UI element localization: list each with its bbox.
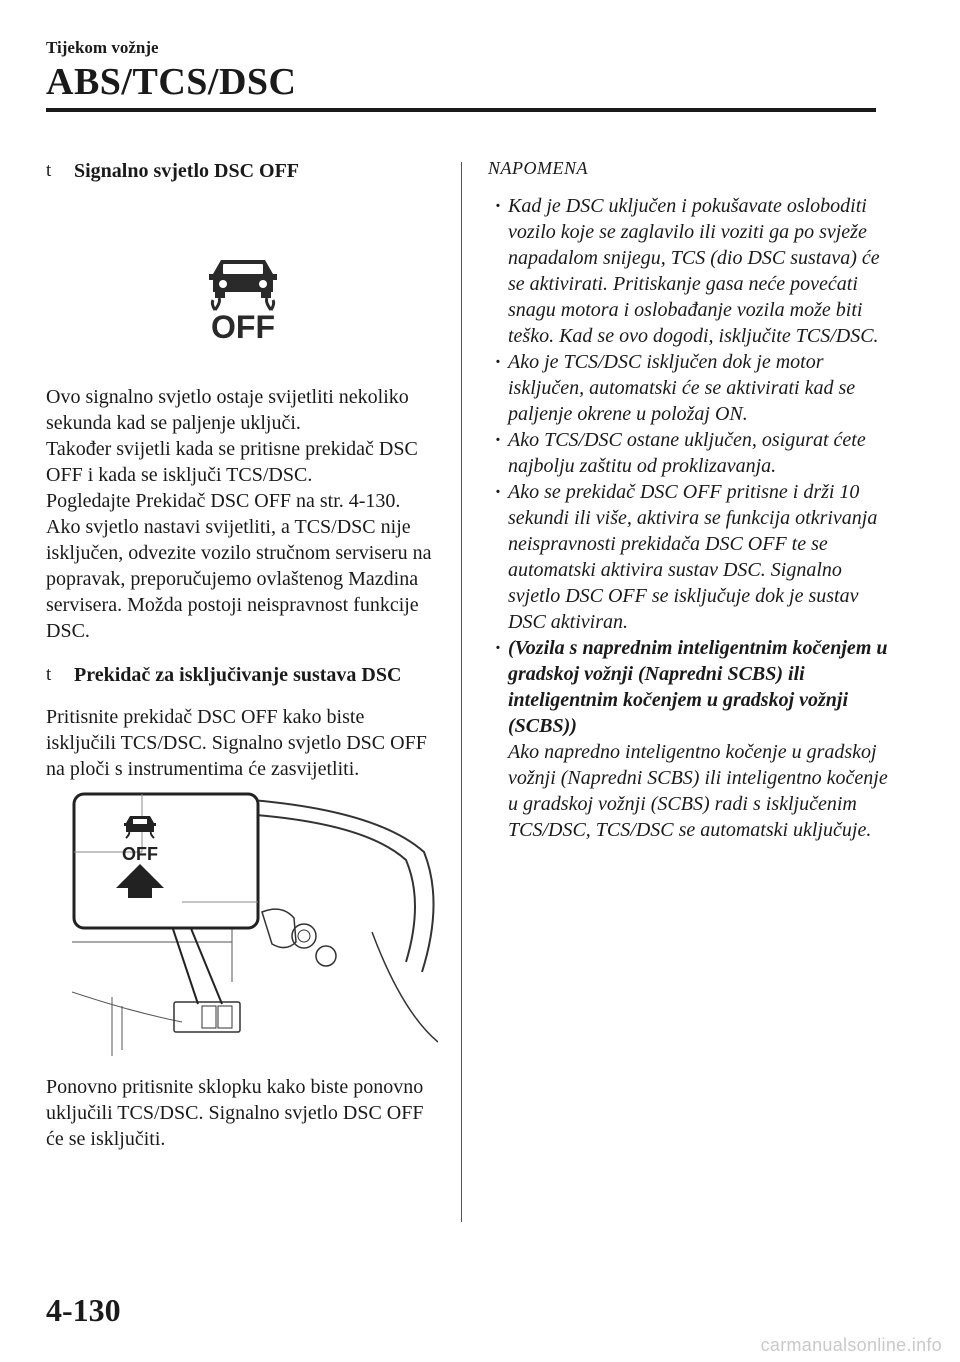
dsc-light-paragraph-1: Ovo signalno svjetlo ostaje svijetliti nekoliko sekunda kad se paljenje uključi. <box>46 386 409 434</box>
left-column <box>46 158 438 1152</box>
dsc-light-paragraph-3: Pogledajte Prekidač DSC OFF na str. 4-130. <box>46 490 401 512</box>
note-item <box>488 349 888 427</box>
dashboard-switch-illustration <box>72 792 438 1056</box>
dsc-switch-paragraph-2: Ponovno pritisnite sklopku kako biste ponovno uključili TCS/DSC. Signalno svjetlo DSC OFF će se isključiti. <box>46 1076 424 1150</box>
bullet-icon: · <box>494 429 502 451</box>
header-rule <box>46 108 876 112</box>
note-text <box>508 635 888 843</box>
dsc-light-paragraph-4: Ako svjetlo nastavi svijetliti, a TCS/DSC nije isključen, odvezite vozilo stručnom serviseru na popravak, preporučujemo ovlaštenog Mazdina servisera. Možda postoji neispravnost funkcije DSC. <box>46 516 432 642</box>
note-item <box>488 427 888 479</box>
note-text: Ako TCS/DSC ostane uključen, osigurat ćete najbolju zaštitu od proklizavanja. <box>508 429 866 477</box>
note-list <box>488 193 888 843</box>
dsc-off-warning-light-icon <box>193 248 293 340</box>
section-marker: t <box>46 664 52 685</box>
section-heading-dsc-switch <box>46 662 438 688</box>
section-label: Tijekom vožnje <box>46 38 159 57</box>
column-divider <box>461 162 462 1222</box>
watermark: carmanualsonline.info <box>760 1335 942 1355</box>
dsc-switch-paragraph-1: Pritisnite prekidač DSC OFF kako biste isključili TCS/DSC. Signalno svjetlo DSC OFF na ploči s instrumentima će zasvijetliti. <box>46 706 427 780</box>
note-text: Ako se prekidač DSC OFF pritisne i drži 10 sekundi ili više, aktivira se funkcija otkrivanja neispravnosti prekidača DSC OFF te se automatski aktivira sustav DSC. Signalno svjetlo DSC OFF se isključuje dok je sustav DSC aktiviran. <box>508 481 878 633</box>
bullet-icon: · <box>494 195 502 217</box>
bullet-icon: · <box>494 351 502 373</box>
page-title: ABS/TCS/DSC <box>46 61 297 103</box>
section-title: Prekidač za isključivanje sustava DSC <box>74 664 402 686</box>
section-title: Signalno svjetlo DSC OFF <box>74 160 300 182</box>
note-text: Ako je TCS/DSC isključen dok je motor isključen, automatski će se aktivirati kad se paljenje okrene u položaj ON. <box>508 351 856 425</box>
note-column <box>488 158 888 843</box>
section-heading-dsc-off-light <box>46 158 438 184</box>
section-marker: t <box>46 160 52 181</box>
bullet-icon: · <box>494 637 502 659</box>
note-condition: (Vozila s naprednim inteligentnim kočenjem u gradskoj vožnji (Napredni SCBS) ili inteligentnim kočenjem u gradskoj vožnji (SCBS)) <box>508 637 888 737</box>
icon-off-label: OFF <box>211 309 275 340</box>
note-text: Kad je DSC uključen i pokušavate osloboditi vozilo koje se zaglavilo ili voziti ga po svježe napadalom snijegu, TCS (dio DSC sustava) će se aktivirati. Pritiskanje gasa neće povećati snagu motora i oslobađanje vozila može biti teško. Kad se ovo dogodi, isključite TCS/DSC. <box>508 195 880 347</box>
note-item <box>488 635 888 843</box>
note-item <box>488 193 888 349</box>
note-condition-text: Ako napredno inteligentno kočenje u gradskoj vožnji (Napredni SCBS) ili inteligentno kočenje u gradskoj vožnji (SCBS) radi s isključenim TCS/DSC, TCS/DSC se automatski uključuje. <box>508 741 888 841</box>
bullet-icon: · <box>494 481 502 503</box>
note-title: NAPOMENA <box>488 158 588 178</box>
switch-off-label: OFF <box>122 844 158 864</box>
page-number: 4-130 <box>46 1292 121 1328</box>
dsc-light-paragraph-2: Također svijetli kada se pritisne prekidač DSC OFF i kada se isključi TCS/DSC. <box>46 438 418 486</box>
note-item <box>488 479 888 635</box>
